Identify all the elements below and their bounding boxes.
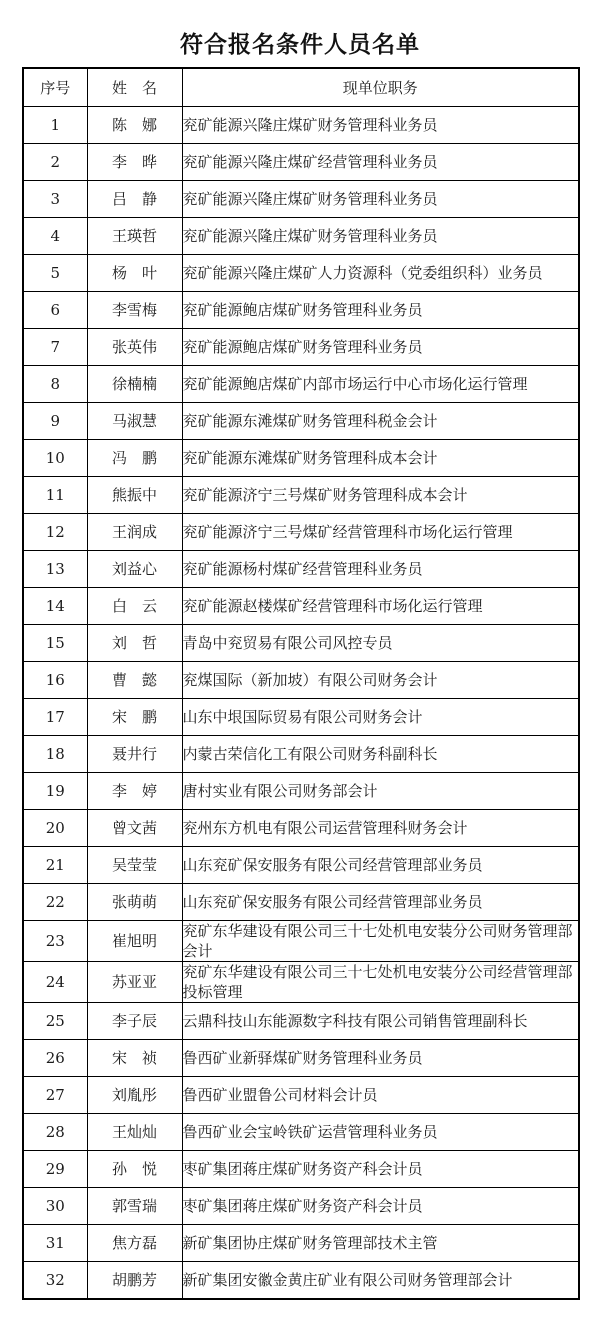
serial-cell: 20	[23, 810, 87, 847]
table-row	[23, 144, 579, 181]
table-row	[23, 1040, 579, 1077]
serial-cell: 18	[23, 736, 87, 773]
name-cell: 张萌萌	[87, 884, 182, 921]
serial-cell: 8	[23, 366, 87, 403]
serial-cell: 1	[23, 107, 87, 144]
table-row	[23, 1225, 579, 1262]
serial-cell: 23	[23, 921, 87, 962]
name-cell: 王瑛哲	[87, 218, 182, 255]
name-cell: 刘益心	[87, 551, 182, 588]
name-cell: 陈 娜	[87, 107, 182, 144]
table-row	[23, 1188, 579, 1225]
serial-cell: 2	[23, 144, 87, 181]
table-row	[23, 366, 579, 403]
serial-cell: 30	[23, 1188, 87, 1225]
name-cell: 宋 鹏	[87, 699, 182, 736]
serial-cell: 15	[23, 625, 87, 662]
page-title: 符合报名条件人员名单	[180, 32, 420, 58]
position-cell: 新矿集团协庄煤矿财务管理部技术主管	[182, 1225, 579, 1262]
name-cell: 熊振中	[87, 477, 182, 514]
position-cell: 兖矿能源兴隆庄煤矿财务管理科业务员	[182, 107, 579, 144]
table-row	[23, 403, 579, 440]
table-row	[23, 1077, 579, 1114]
name-cell: 吴莹莹	[87, 847, 182, 884]
serial-cell: 11	[23, 477, 87, 514]
position-cell: 山东兖矿保安服务有限公司经营管理部业务员	[182, 884, 579, 921]
table-row	[23, 773, 579, 810]
table-row	[23, 292, 579, 329]
table-row	[23, 884, 579, 921]
name-cell: 孙 悦	[87, 1151, 182, 1188]
serial-cell: 17	[23, 699, 87, 736]
serial-cell: 21	[23, 847, 87, 884]
serial-cell: 22	[23, 884, 87, 921]
position-cell: 兖矿能源兴隆庄煤矿财务管理科业务员	[182, 181, 579, 218]
position-cell: 兖矿东华建设有限公司三十七处机电安装分公司财务管理部会计	[182, 921, 579, 962]
table-row	[23, 1003, 579, 1040]
table-row	[23, 218, 579, 255]
table-row	[23, 588, 579, 625]
position-cell: 鲁西矿业盟鲁公司材料会计员	[182, 1077, 579, 1114]
position-cell: 兖矿能源东滩煤矿财务管理科成本会计	[182, 440, 579, 477]
position-cell: 兖矿能源济宁三号煤矿经营管理科市场化运行管理	[182, 514, 579, 551]
name-cell: 吕 静	[87, 181, 182, 218]
name-cell: 徐楠楠	[87, 366, 182, 403]
name-cell: 李子辰	[87, 1003, 182, 1040]
table-row	[23, 699, 579, 736]
name-cell: 马淑慧	[87, 403, 182, 440]
table-row	[23, 1114, 579, 1151]
position-cell: 枣矿集团蒋庄煤矿财务资产科会计员	[182, 1188, 579, 1225]
position-cell: 兖矿能源赵楼煤矿经营管理科市场化运行管理	[182, 588, 579, 625]
header-row	[23, 68, 579, 107]
serial-cell: 4	[23, 218, 87, 255]
serial-cell: 29	[23, 1151, 87, 1188]
serial-cell: 26	[23, 1040, 87, 1077]
name-cell: 刘 哲	[87, 625, 182, 662]
position-cell: 兖矿能源兴隆庄煤矿经营管理科业务员	[182, 144, 579, 181]
table-row	[23, 551, 579, 588]
table-row	[23, 329, 579, 366]
name-cell: 焦方磊	[87, 1225, 182, 1262]
name-cell: 王灿灿	[87, 1114, 182, 1151]
position-cell: 兖矿能源兴隆庄煤矿人力资源科（党委组织科）业务员	[182, 255, 579, 292]
name-cell: 胡鹏芳	[87, 1262, 182, 1300]
position-cell: 青岛中兖贸易有限公司风控专员	[182, 625, 579, 662]
table-row	[23, 181, 579, 218]
serial-cell: 12	[23, 514, 87, 551]
position-cell: 枣矿集团蒋庄煤矿财务资产科会计员	[182, 1151, 579, 1188]
position-cell: 兖州东方机电有限公司运营管理科财务会计	[182, 810, 579, 847]
serial-cell: 5	[23, 255, 87, 292]
table-row	[23, 625, 579, 662]
serial-cell: 13	[23, 551, 87, 588]
position-cell: 山东兖矿保安服务有限公司经营管理部业务员	[182, 847, 579, 884]
serial-cell: 25	[23, 1003, 87, 1040]
table-row	[23, 1151, 579, 1188]
serial-cell: 24	[23, 962, 87, 1003]
name-cell: 宋 祯	[87, 1040, 182, 1077]
name-cell: 郭雪瑞	[87, 1188, 182, 1225]
serial-cell: 31	[23, 1225, 87, 1262]
column-header-serial: 序号	[23, 68, 87, 107]
position-cell: 山东中垠国际贸易有限公司财务会计	[182, 699, 579, 736]
table-row	[23, 477, 579, 514]
table-row	[23, 736, 579, 773]
position-cell: 兖矿能源济宁三号煤矿财务管理科成本会计	[182, 477, 579, 514]
position-cell: 内蒙古荣信化工有限公司财务科副科长	[182, 736, 579, 773]
serial-cell: 28	[23, 1114, 87, 1151]
name-cell: 李 晔	[87, 144, 182, 181]
position-cell: 兖矿能源东滩煤矿财务管理科税金会计	[182, 403, 579, 440]
name-cell: 冯 鹏	[87, 440, 182, 477]
table-row	[23, 1262, 579, 1300]
serial-cell: 9	[23, 403, 87, 440]
name-cell: 崔旭明	[87, 921, 182, 962]
name-cell: 李 婷	[87, 773, 182, 810]
table-row	[23, 255, 579, 292]
serial-cell: 27	[23, 1077, 87, 1114]
name-cell: 聂井行	[87, 736, 182, 773]
table-row	[23, 962, 579, 1003]
name-cell: 杨 叶	[87, 255, 182, 292]
name-cell: 李雪梅	[87, 292, 182, 329]
column-header-name: 姓 名	[87, 68, 182, 107]
table-row	[23, 662, 579, 699]
serial-cell: 19	[23, 773, 87, 810]
serial-cell: 6	[23, 292, 87, 329]
table-row	[23, 810, 579, 847]
name-cell: 曾文茜	[87, 810, 182, 847]
name-cell: 刘胤彤	[87, 1077, 182, 1114]
position-cell: 鲁西矿业会宝岭铁矿运营管理科业务员	[182, 1114, 579, 1151]
table-row	[23, 107, 579, 144]
name-cell: 白 云	[87, 588, 182, 625]
position-cell: 兖矿能源鲍店煤矿财务管理科业务员	[182, 292, 579, 329]
position-cell: 鲁西矿业新驿煤矿财务管理科业务员	[182, 1040, 579, 1077]
name-cell: 张英伟	[87, 329, 182, 366]
name-cell: 王润成	[87, 514, 182, 551]
position-cell: 唐村实业有限公司财务部会计	[182, 773, 579, 810]
table-row	[23, 921, 579, 962]
serial-cell: 10	[23, 440, 87, 477]
position-cell: 新矿集团安徽金黄庄矿业有限公司财务管理部会计	[182, 1262, 579, 1300]
position-cell: 兖煤国际（新加坡）有限公司财务会计	[182, 662, 579, 699]
serial-cell: 7	[23, 329, 87, 366]
serial-cell: 3	[23, 181, 87, 218]
table-body	[23, 107, 579, 1300]
serial-cell: 16	[23, 662, 87, 699]
name-cell: 苏亚亚	[87, 962, 182, 1003]
serial-cell: 14	[23, 588, 87, 625]
applicants-table	[22, 67, 580, 1300]
position-cell: 兖矿能源鲍店煤矿财务管理科业务员	[182, 329, 579, 366]
table-row	[23, 440, 579, 477]
column-header-position: 现单位职务	[182, 68, 579, 107]
position-cell: 兖矿能源杨村煤矿经营管理科业务员	[182, 551, 579, 588]
position-cell: 兖矿东华建设有限公司三十七处机电安装分公司经营管理部投标管理	[182, 962, 579, 1003]
position-cell: 兖矿能源兴隆庄煤矿财务管理科业务员	[182, 218, 579, 255]
position-cell: 兖矿能源鲍店煤矿内部市场运行中心市场化运行管理	[182, 366, 579, 403]
table-row	[23, 514, 579, 551]
serial-cell: 32	[23, 1262, 87, 1300]
table-row	[23, 847, 579, 884]
position-cell: 云鼎科技山东能源数字科技有限公司销售管理副科长	[182, 1003, 579, 1040]
name-cell: 曹 懿	[87, 662, 182, 699]
